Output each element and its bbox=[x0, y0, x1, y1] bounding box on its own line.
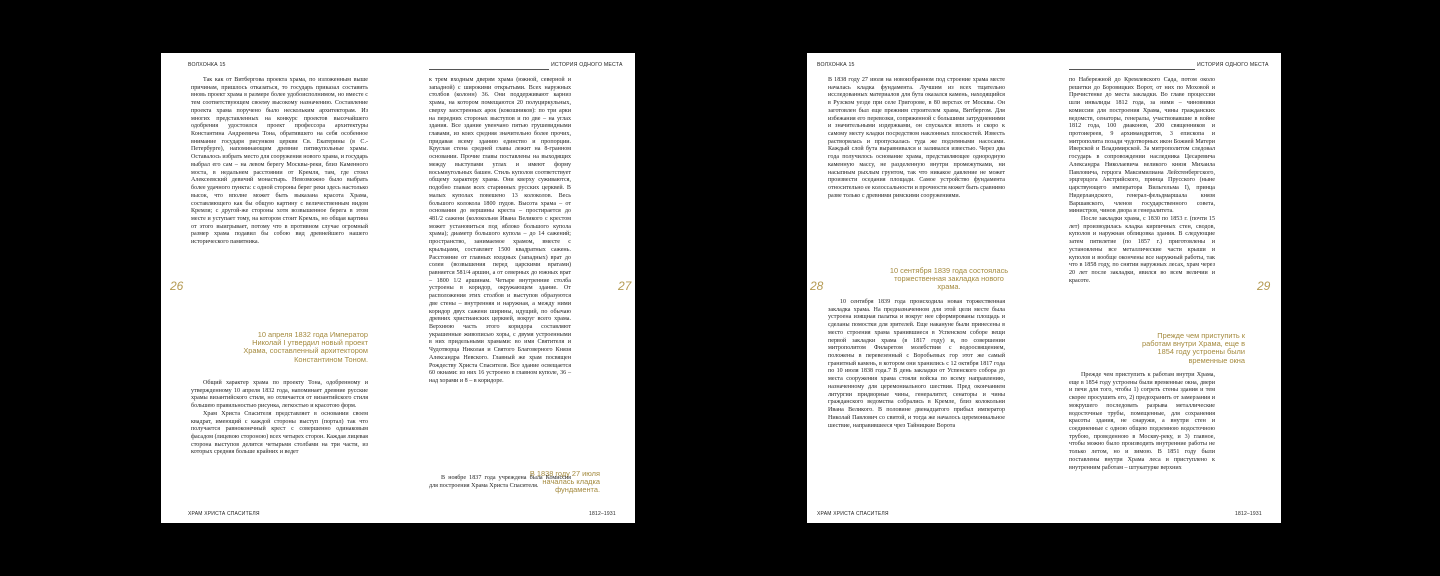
text-column-1 bbox=[191, 77, 368, 247]
page-number: 27 bbox=[618, 279, 632, 293]
text-column-1 bbox=[828, 77, 1005, 201]
footer-years: 1812–1931 bbox=[589, 511, 616, 517]
right-spread bbox=[807, 53, 1281, 523]
paragraph: по Набережной до Кремлевского Сада, потом около решетки до Боровицких Ворот, от них по Моховой и Пречистенке до места закладки. Во главе процессии шли инвалиды 1812 года, за ними – чиновники комиссии для построения Храма, чины гражданских ведомств, сенаторы, генералы, участвовавшие в войне 1812 года, 100 диаконов, 200 священников и протоиереев, 9 архимандритов, 3 епископа и митрополита позади чудотворных икон Божией Матери Иверской и Владимирской. За митрополитом следовал государь в сопровождении наследника Цесаревича Александра Николаевича великого князя Михаила Павловича, герцога Максимилиана Лейхтенбергского, эрцгерцога Австрийского, принца Прусского (ныне царствующего императора Вильгельма I), принца Нидерландского, генерал-фельдмаршала князя Варшавского, членов государственного совета, министров, чинов двора и генералитета. bbox=[1069, 77, 1215, 215]
page-number: 29 bbox=[1257, 279, 1271, 293]
paragraph: Так как от Витбергова проекта храма, по изложенным выше причинам, пришлось отказаться, то государь приказал составить вновь проект храма в размере более удобоисполнимом, но вместе с тем соответствующем своему высокому назначению. Составление проекта храма поручено было нескольким архитекторам. Из многих представленных на конкурс проектов высочайшего одобрения удостоился проект профессора архитектуры Константина Андреевича Тона, обратившего на себя особенное внимание государя рисунком церкви Св. Екатерины (в С.-Петербурге), напоминающим древние пятикупольные храмы. Оставалось избрать место для сооружения нового храма, и государь выбрал его сам – на левом берегу Москвы-реки, близ Каменного моста, в недальнем расстоянии от Кремля, там, где стоял Алексеевский девичий монастырь. Невозможно было выбрать более удачного пункта: с одной стороны берег реки здесь настолько высок, что вполне может быть выказана красота Храма, составляющего как бы общую картину с величественным видом Кремля; с другой-же стороны хотя возвышенное берега в этом месте и уступает тому, на котором стоит Кремль, но общая картина от этого выигрывает, потому что в противном случае огромный размер храма подавил бы собою вид древнейшего нашего исторического памятника. bbox=[191, 77, 368, 246]
paragraph: В 1838 году 27 июля на новоизбранном под строение храма месте началась кладка фундамента. Лучшим из всех тщательно исследованных материалов для бута оказался камень, находящийся в Рузском уезде при селе Григорове, в 80 верстах от Москвы. Он заготовлен был еще прежним строителем храма, Витбергом. Для избежания его перевозки, сопряженной с большими затруднениями и значительными издержками, он спускался вплоть и скоро к самому месту кладки посредством наклонных плоскостей. Известь растворялась и пропускалась туда же подземными насосами. Каждый слой бута выравнивался и заливался известью. Через два года получилось основание храма, представляющее однородную каменную массу, не разделенную внутри промежутками, ни насыпным рыхлым грунтом, так что никакое давление не может произвести оседания площади. Самое устройство фундамента относительно ее колоссальности и прочности может быть сравнимо разве только с древними римскими сооружениями. bbox=[828, 77, 1005, 199]
text-column-2 bbox=[1069, 77, 1215, 285]
paragraph: к трем входным дверям храма (южной, северной и западной) с широкими открытыми. Всех наружных столбов (колонн) 36. Они поддерживают карниз храма, на котором помещаются 20 полуциркульных, сверху заостренных арок (кокошников): по три арки на передних сторонах выступов и по две – на углах здания. Все здание увенчано пятью грушевидными главами, из коих средняя значительно более прочих, придавая всему зданию единство и пропорции. Круглая стена средней главы лежит на 8-гранном основании. Прочие главы поставлены на выходящих между выступами углах и имеют форму восьмиугольных башен. Стиль куполов соответствует общему характеру храма. Они кверху суживаются, подобно главам всех старинных русских церквей. В малых куполах повешено 13 колоколов. Весь большого колокола 1800 пудов. Высота храма – от основания до вершины креста – простирается до 481/2 сажени (колокольня Ивана Великого с крестом может установиться под яблоко большого купола храма); диаметр большого купола – до 14 сажений; пространство, занимаемое храмом, вместе с крыльцами, составляет 1500 квадратных сажень. Расстояние от главных входных (западных) врат до солеи (возвышения перед царскими вратами) равняется 581/4 аршин, а от северных до южных врат – 1800 1/2 аршинам. Четыре внутренние столба устроены в коридор, окружающем здание. От расположения этих столбов и выступов образуются две стены – внутренняя и наружная, а между ними коридор двух сажени ширины, идущий, по обычаю древних христианских церквей, вокруг всего храма. Верхнюю часть этого коридора составляют украшенные живописью хоры, с двумя устроенными в них придельными храмами: во имя Святителя и Чудотворца Николая и Святого Благоверного Князя Александра Невского. Главный же храм посвящен Рождеству Христа Спасителя. Все здание освещается 60 окнами: из них 16 устроено в главном куполе, 36 – над хорами и 8 – в коридоре. bbox=[429, 77, 571, 385]
text-column-2-lower bbox=[429, 475, 571, 490]
text-column-2 bbox=[429, 77, 571, 386]
text-column-1-lower bbox=[828, 299, 1005, 430]
left-spread bbox=[161, 53, 635, 523]
paragraph: Общий характер храма по проекту Тона, одобренному и утвержденному 10 апреля 1832 года, напоминает древние русские храмы византийского стиля, но отличается от византийского стиля большею правильностью рисунка, легкостью и красотою форм. bbox=[191, 380, 368, 410]
running-header-right: ИСТОРИЯ ОДНОГО МЕСТА bbox=[1197, 62, 1269, 68]
paragraph: После закладки храма, с 1830 по 1853 г. (почти 15 лет) производилась кладка кирпичных стен, сводов, куполов и наружная облицовка здания. В следующие затем пятилетие (по 1857 г.) приготовлены и установлены все металлические части крыши и куполов и вообще окончены все наружный работы, так что в 1858 году, по снятии наружных лесах, храм через 20 лет после закладки, явился во всем величии и красоте. bbox=[1069, 215, 1215, 284]
pull-quote: 10 апреля 1832 года Император Николай I утвердил новый проект Храма, составленный архитектором Константином Тоном. bbox=[243, 330, 368, 364]
header-rule bbox=[1069, 69, 1195, 70]
page-number: 26 bbox=[170, 279, 184, 293]
paragraph: Прежде чем приступить к работам внутри Храма, еще в 1854 году устроены были временные окна, двери и печи для того, чтобы 1) согреть стены здания и тем скорее просушить его, 2) предохранить от замерзания и мокрушего последовать разрыва металлические водосточные трубы, помещенные, для сохранения красоты здания, не снаружи, а внутри стен и соединенные с одною общею подземною водосточною трубою, проведенною в Москву-реку, и 3) главное, чтобы можно было производить внутренние работы не только летом, но и зимою. В 1851 году были поставлены внутри Храма леса и приступлено к внутренним работам – штукатурке верхних bbox=[1069, 372, 1215, 471]
text-column-2-lower bbox=[1069, 372, 1215, 472]
footer-title: ХРАМ ХРИСТА СПАСИТЕЛЯ bbox=[188, 511, 260, 517]
paragraph: Храм Христа Спасителя представляет в основании своем квадрат, имеющий с каждой стороны выступ (портал) так что получается равноконечный крест с совершенно одинаковым фасадом (лицевою стороною) всех четырех сторон. Каждая лицевая сторона выступов делится четырьмя столбами на три части, из которых средняя больше крайних и ведет bbox=[191, 410, 368, 456]
page-number: 28 bbox=[810, 279, 824, 293]
running-header-left: ВОЛХОНКА 15 bbox=[817, 62, 855, 68]
pull-quote: В 1838 году 27 июля началась кладка фундамента. bbox=[529, 469, 600, 495]
header-rule bbox=[429, 69, 549, 70]
running-header-left: ВОЛХОНКА 15 bbox=[188, 62, 226, 68]
pull-quote: 10 сентября 1839 года состоялась торжественная закладка нового храма. bbox=[889, 266, 1009, 292]
paragraph: В ноябре 1837 года учреждена была Комиссия для построения Храма Христа Спасителя. bbox=[429, 475, 571, 489]
running-header-right: ИСТОРИЯ ОДНОГО МЕСТА bbox=[551, 62, 623, 68]
text-column-1-lower bbox=[191, 380, 368, 457]
footer-title: ХРАМ ХРИСТА СПАСИТЕЛЯ bbox=[817, 511, 889, 517]
footer-years: 1812–1931 bbox=[1235, 511, 1262, 517]
pull-quote: Прежде чем приступить к работам внутри Храма, еще в 1854 году устроены были временные окна bbox=[1142, 331, 1245, 365]
paragraph: 10 сентября 1839 года происходила новая торжественная закладка храма. На предназначенном для этой цели месте была устроена изящная палатка и вокруг нее сформированы площадь и сделаны помостки для зрителей. Еще накануне были принесены в место строения храма хранившиеся в Успенском соборе вещи первой закладки храма (в 1817 году) и, по совершении митрополитом Филаретом молебствия с водоосвящением, положены в перевезенный с Воробьевых гор этот же самый гранитный камень, в котором они хранились с 12 октября 1817 года по 10 июля 1838 года.7 В день закладки от Успенского собора до места сооружения храма стояли войска по всему направлению, назначенному для церемониального шествия. Пред окончанием литургии придворные чины, генералитет, сенаторы и чины гражданского ведомства собрались в Кремле, близ колокольни Ивана Великого. В половине двенадцатого прибыл император Николай Павлович со свитой, и тогда же началось церемониальное шествие, направившееся чрез Тайницкие Ворота bbox=[828, 299, 1005, 429]
